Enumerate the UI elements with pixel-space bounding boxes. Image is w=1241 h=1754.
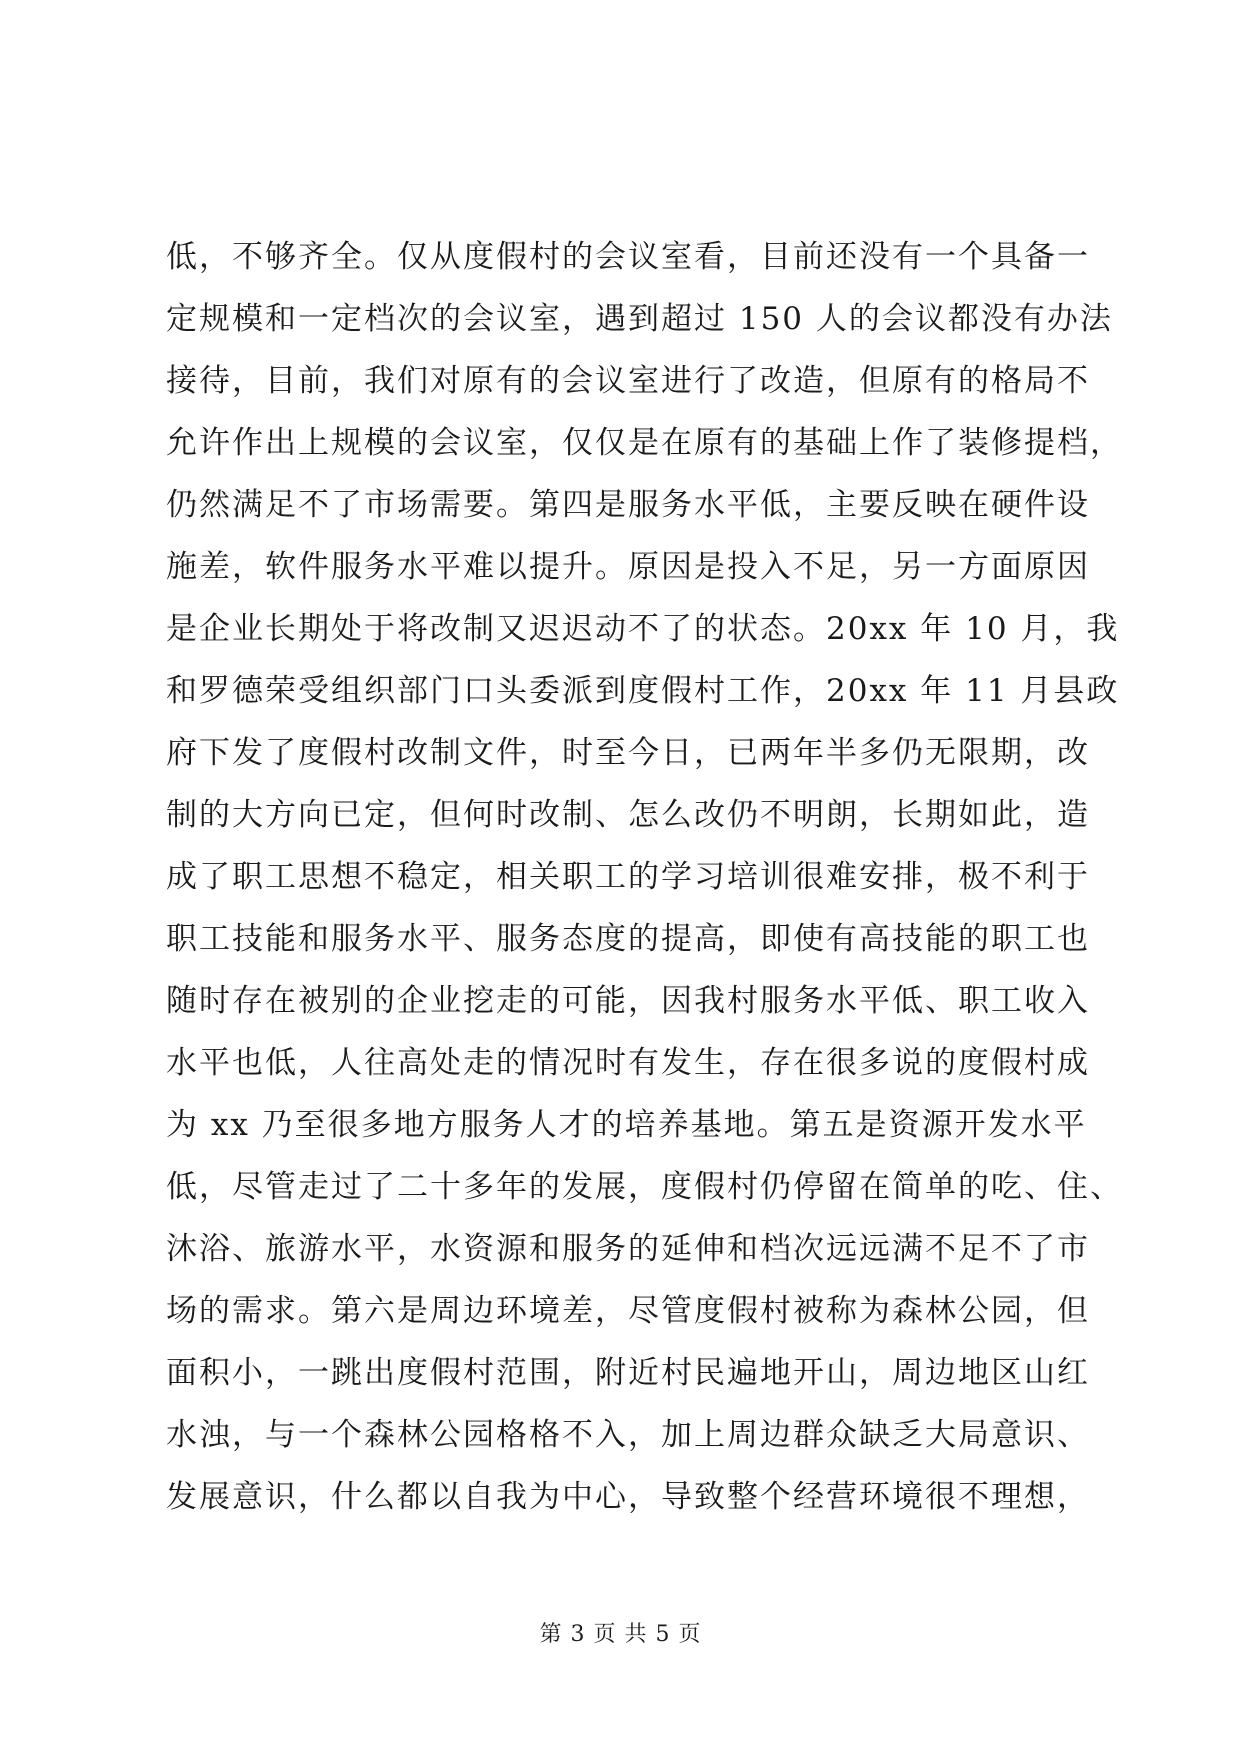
- page-number-footer: 第 3 页 共 5 页: [539, 1622, 702, 1647]
- text-line: 职工技能和服务水平、服务态度的提高，即使有高技能的职工也: [166, 921, 1090, 957]
- text-line: 面积小，一跳出度假村范围，附近村民遍地开山，周边地区山红: [166, 1355, 1090, 1391]
- text-line: 随时存在被别的企业挖走的可能，因我村服务水平低、职工收入: [166, 983, 1090, 1019]
- text-line: 制的大方向已定，但何时改制、怎么改仍不明朗，长期如此，造: [166, 797, 1090, 833]
- text-line: 低，不够齐全。仅从度假村的会议室看，目前还没有一个具备一: [166, 239, 1090, 275]
- text-line: 是企业长期处于将改制又迟迟动不了的状态。20xx 年 10 月，我: [166, 611, 1120, 647]
- text-line: 为 xx 乃至很多地方服务人才的培养基地。第五是资源开发水平: [166, 1107, 1087, 1143]
- text-line: 沐浴、旅游水平，水资源和服务的延伸和档次远远满不足不了市: [166, 1231, 1090, 1267]
- text-line: 水平也低，人往高处走的情况时有发生，存在很多说的度假村成: [166, 1045, 1090, 1081]
- text-line: 场的需求。第六是周边环境差，尽管度假村被称为森林公园，但: [166, 1293, 1090, 1329]
- text-line: 府下发了度假村改制文件，时至今日，已两年半多仍无限期，改: [166, 735, 1090, 771]
- text-line: 低，尽管走过了二十多年的发展，度假村仍停留在简单的吃、住、: [166, 1169, 1123, 1205]
- text-line: 定规模和一定档次的会议室，遇到超过 150 人的会议都没有办法: [166, 301, 1113, 337]
- text-line: 发展意识，什么都以自我为中心，导致整个经营环境很不理想，: [166, 1479, 1090, 1515]
- text-line: 接待，目前，我们对原有的会议室进行了改造，但原有的格局不: [166, 363, 1090, 399]
- text-line: 施差，软件服务水平难以提升。原因是投入不足，另一方面原因: [166, 549, 1090, 585]
- text-line: 成了职工思想不稳定，相关职工的学习培训很难安排，极不利于: [166, 859, 1090, 895]
- text-line: 允许作出上规模的会议室，仅仅是在原有的基础上作了装修提档，: [166, 425, 1123, 461]
- text-line: 水浊，与一个森林公园格格不入，加上周边群众缺乏大局意识、: [166, 1417, 1090, 1453]
- text-line: 仍然满足不了市场需要。第四是服务水平低，主要反映在硬件设: [166, 487, 1090, 523]
- text-line: 和罗德荣受组织部门口头委派到度假村工作，20xx 年 11 月县政: [166, 673, 1120, 709]
- body-text: [166, 226, 1123, 1528]
